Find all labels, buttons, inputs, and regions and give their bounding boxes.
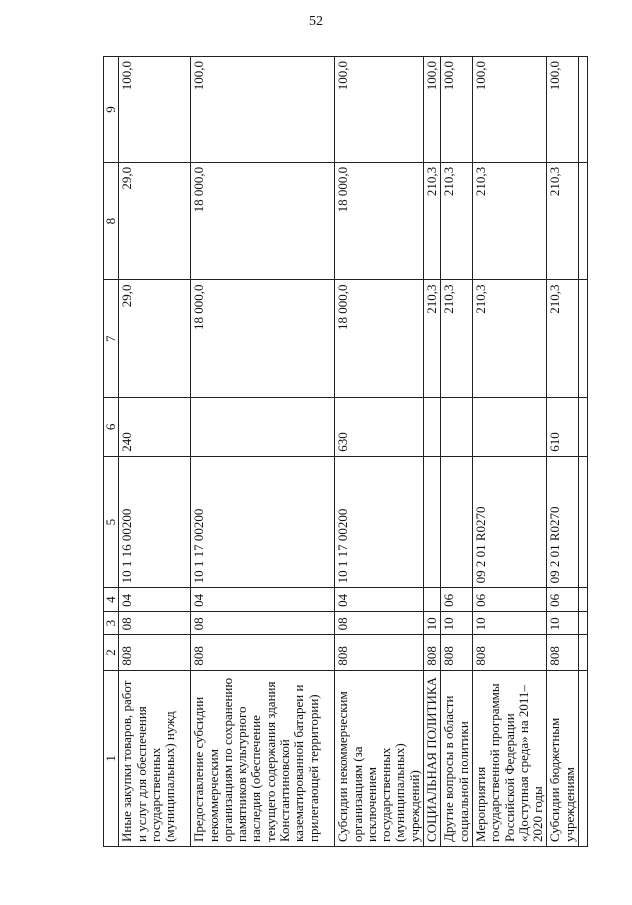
cell-col-2: 808 bbox=[424, 635, 441, 670]
row-description: Мероприятия государственной программы Российской Федерации «Доступная среда» на 2011–2020 годы bbox=[472, 670, 546, 846]
cell-col-9: 100,0 bbox=[472, 57, 546, 163]
cell-col-7: 210,3 bbox=[424, 280, 441, 398]
empty-cell bbox=[579, 57, 588, 163]
row-description: Предоставление субсидии некоммерческим организациям по сохранению памятников культурного наследия (обеспечение текущего содержания здания Константиновской казематированной батареи и прилегающей территории) bbox=[191, 670, 335, 846]
column-header: 7 bbox=[104, 280, 119, 398]
cell-col-3: 08 bbox=[335, 611, 424, 635]
cell-col-9: 100,0 bbox=[335, 57, 424, 163]
cell-col-2: 808 bbox=[119, 635, 191, 670]
cell-col-3: 08 bbox=[191, 611, 335, 635]
cell-col-8: 18 000,0 bbox=[335, 162, 424, 280]
table-row bbox=[119, 57, 191, 847]
cell-col-2: 808 bbox=[441, 635, 473, 670]
column-header: 9 bbox=[104, 57, 119, 163]
cell-col-9: 100,0 bbox=[119, 57, 191, 163]
empty-cell bbox=[579, 280, 588, 398]
cell-col-2: 808 bbox=[191, 635, 335, 670]
cell-col-8: 210,3 bbox=[441, 162, 473, 280]
cell-col-8: 210,3 bbox=[424, 162, 441, 280]
page-number: 52 bbox=[309, 14, 323, 29]
cell-col-4 bbox=[424, 588, 441, 612]
cell-col-9: 100,0 bbox=[424, 57, 441, 163]
row-description: Субсидии некоммерческим организациям (за исключением государственных (муниципальных) учреждений) bbox=[335, 670, 424, 846]
empty-cell bbox=[579, 635, 588, 670]
cell-col-6 bbox=[424, 397, 441, 456]
cell-col-5: 10 1 16 00200 bbox=[119, 456, 191, 588]
cell-col-5 bbox=[424, 456, 441, 588]
cell-col-7: 29,0 bbox=[119, 280, 191, 398]
cell-col-4: 06 bbox=[547, 588, 579, 612]
cell-col-5: 10 1 17 00200 bbox=[335, 456, 424, 588]
cell-col-9: 100,0 bbox=[191, 57, 335, 163]
table-row bbox=[191, 57, 335, 847]
row-description: СОЦИАЛЬНАЯ ПОЛИТИКА bbox=[424, 670, 441, 846]
column-header: 3 bbox=[104, 611, 119, 635]
cell-col-3: 08 bbox=[119, 611, 191, 635]
budget-table bbox=[103, 56, 588, 847]
cell-col-7: 18 000,0 bbox=[335, 280, 424, 398]
cell-col-7: 210,3 bbox=[441, 280, 473, 398]
table-row bbox=[579, 57, 588, 847]
cell-col-8: 18 000,0 bbox=[191, 162, 335, 280]
column-header: 6 bbox=[104, 397, 119, 456]
column-header: 5 bbox=[104, 456, 119, 588]
cell-col-7: 18 000,0 bbox=[191, 280, 335, 398]
cell-col-2: 808 bbox=[472, 635, 546, 670]
cell-col-2: 808 bbox=[547, 635, 579, 670]
cell-col-8: 210,3 bbox=[472, 162, 546, 280]
cell-col-3: 10 bbox=[547, 611, 579, 635]
empty-cell bbox=[579, 670, 588, 846]
cell-col-2: 808 bbox=[335, 635, 424, 670]
cell-col-5 bbox=[441, 456, 473, 588]
column-header: 8 bbox=[104, 162, 119, 280]
table-row bbox=[424, 57, 441, 847]
cell-col-6 bbox=[472, 397, 546, 456]
cell-col-4: 06 bbox=[472, 588, 546, 612]
empty-cell bbox=[579, 588, 588, 612]
column-header: 1 bbox=[104, 670, 119, 846]
cell-col-9: 100,0 bbox=[547, 57, 579, 163]
cell-col-3: 10 bbox=[472, 611, 546, 635]
row-description: Субсидии бюджетным учреждениям bbox=[547, 670, 579, 846]
table-row bbox=[547, 57, 579, 847]
cell-col-6: 240 bbox=[119, 397, 191, 456]
table-row bbox=[335, 57, 424, 847]
empty-cell bbox=[579, 397, 588, 456]
cell-col-3: 10 bbox=[441, 611, 473, 635]
row-description: Иные закупки товаров, работ и услуг для обеспечения государственных (муниципальных) нужд bbox=[119, 670, 191, 846]
rotated-table-area bbox=[103, 56, 577, 847]
cell-col-7: 210,3 bbox=[472, 280, 546, 398]
cell-col-4: 04 bbox=[119, 588, 191, 612]
cell-col-5: 09 2 01 R0270 bbox=[472, 456, 546, 588]
cell-col-4: 06 bbox=[441, 588, 473, 612]
column-header: 2 bbox=[104, 635, 119, 670]
cell-col-8: 210,3 bbox=[547, 162, 579, 280]
cell-col-8: 29,0 bbox=[119, 162, 191, 280]
empty-cell bbox=[579, 456, 588, 588]
cell-col-6 bbox=[441, 397, 473, 456]
cell-col-9: 100,0 bbox=[441, 57, 473, 163]
cell-col-4: 04 bbox=[191, 588, 335, 612]
row-description: Другие вопросы в области социальной политики bbox=[441, 670, 473, 846]
cell-col-6: 610 bbox=[547, 397, 579, 456]
cell-col-3: 10 bbox=[424, 611, 441, 635]
column-number-row bbox=[104, 57, 119, 847]
table-row bbox=[441, 57, 473, 847]
empty-cell bbox=[579, 162, 588, 280]
cell-col-5: 09 2 01 R0270 bbox=[547, 456, 579, 588]
cell-col-5: 10 1 17 00200 bbox=[191, 456, 335, 588]
cell-col-6 bbox=[191, 397, 335, 456]
empty-cell bbox=[579, 611, 588, 635]
table-row bbox=[472, 57, 546, 847]
cell-col-7: 210,3 bbox=[547, 280, 579, 398]
column-header: 4 bbox=[104, 588, 119, 612]
cell-col-6: 630 bbox=[335, 397, 424, 456]
cell-col-4: 04 bbox=[335, 588, 424, 612]
